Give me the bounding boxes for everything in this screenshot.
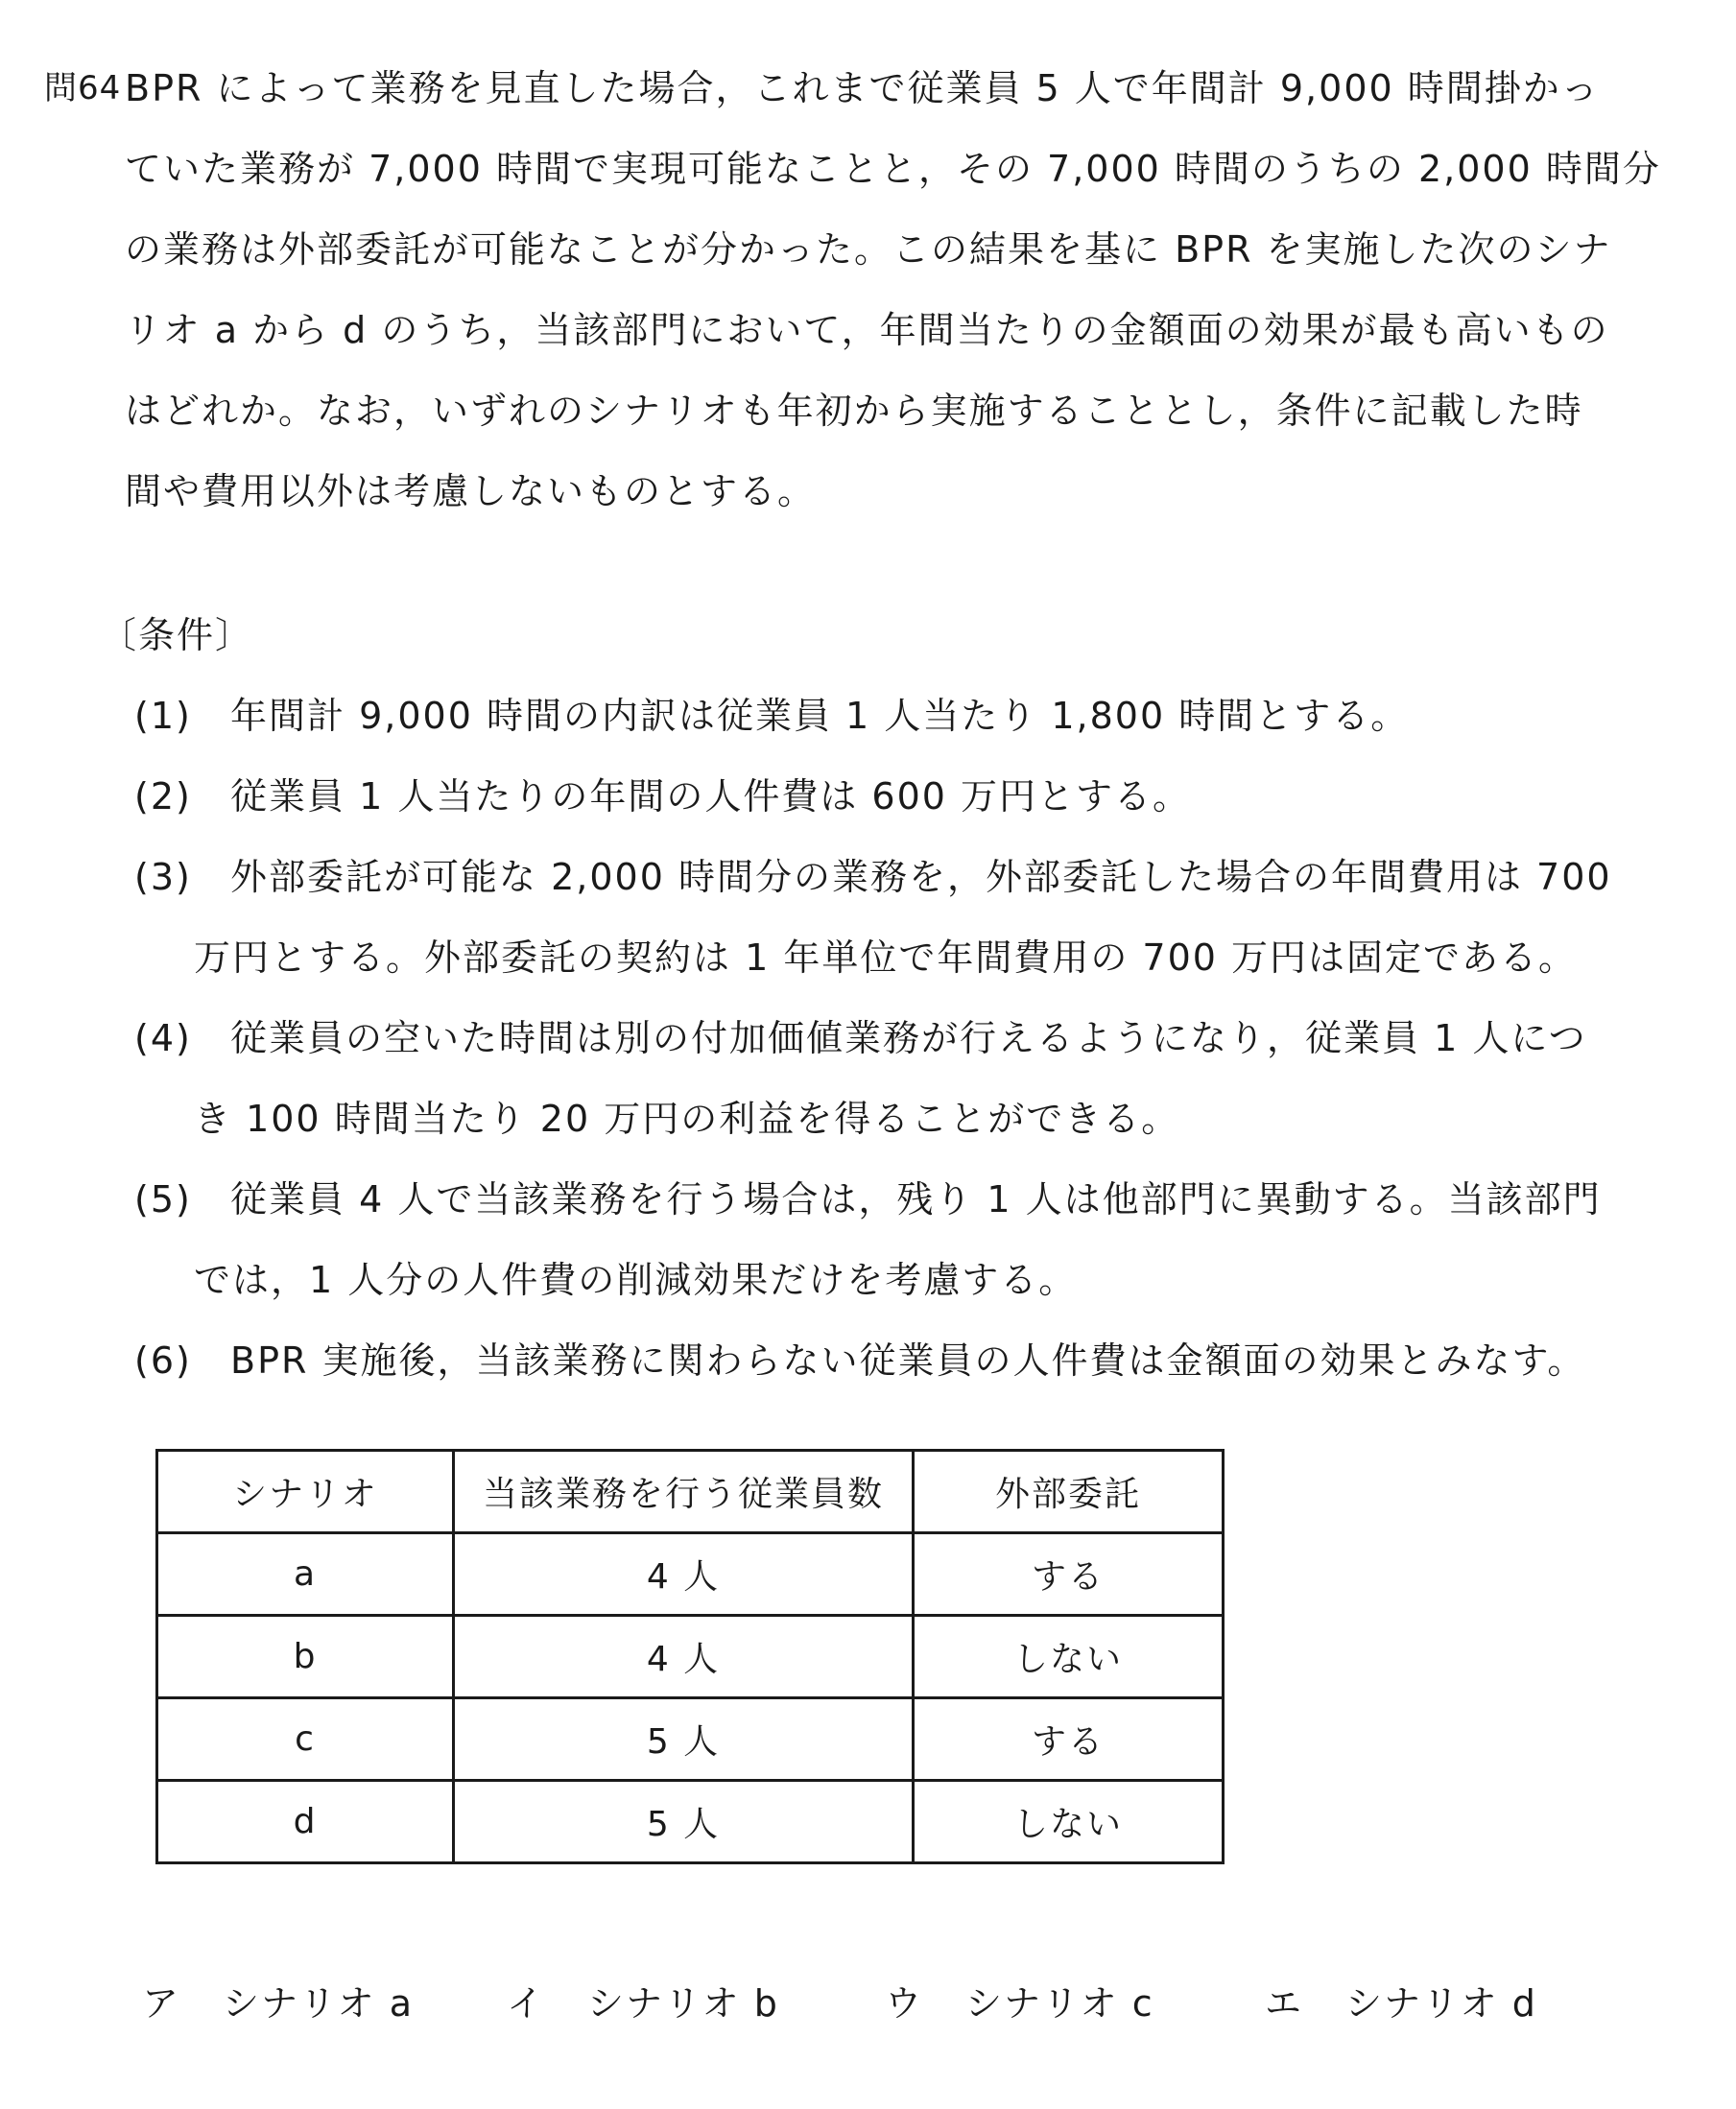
condition-number: (4) bbox=[134, 1017, 192, 1059]
condition-text-continued: では，1 人分の人件費の削減効果だけを考慮する。 bbox=[194, 1259, 1078, 1301]
table-row bbox=[157, 1698, 1224, 1781]
answer-choices bbox=[142, 1963, 1639, 2044]
answer-choice-i[interactable] bbox=[507, 1963, 885, 2044]
condition-number: (5) bbox=[134, 1178, 192, 1220]
condition-text: 従業員 4 人で当該業務を行う場合は，残り 1 人は他部門に異動する。当該部門 bbox=[230, 1178, 1602, 1220]
table-header: 外部委託 bbox=[914, 1451, 1224, 1533]
scenario-table bbox=[155, 1449, 1225, 1864]
choice-text: シナリオ b bbox=[587, 1982, 779, 2025]
condition-item bbox=[134, 675, 1670, 756]
table-row bbox=[157, 1533, 1224, 1616]
condition-number: (2) bbox=[134, 775, 192, 818]
choice-label: イ bbox=[507, 1982, 546, 2025]
condition-text: 従業員 1 人当たりの年間の人件費は 600 万円とする。 bbox=[230, 775, 1192, 818]
table-header: 当該業務を行う従業員数 bbox=[454, 1451, 914, 1533]
table-header-row bbox=[157, 1451, 1224, 1533]
condition-item bbox=[134, 837, 1670, 998]
table-cell: 5 人 bbox=[454, 1698, 914, 1781]
condition-number: (3) bbox=[134, 856, 192, 898]
table-cell: 4 人 bbox=[454, 1616, 914, 1698]
choice-label: エ bbox=[1265, 1982, 1304, 2025]
answer-choice-u[interactable] bbox=[885, 1963, 1265, 2044]
table-cell: する bbox=[914, 1533, 1224, 1616]
question-text bbox=[125, 48, 1661, 532]
table-cell: しない bbox=[914, 1616, 1224, 1698]
question-line: BPR によって業務を見直した場合，これまで従業員 5 人で年間計 9,000 時間掛かっ bbox=[125, 67, 1600, 109]
answer-choice-a[interactable] bbox=[142, 1963, 507, 2044]
choice-label: ア bbox=[142, 1982, 181, 2025]
question-line: はどれか。なお，いずれのシナリオも年初から実施することとし，条件に記載した時 bbox=[125, 390, 1583, 432]
table-cell: 5 人 bbox=[454, 1781, 914, 1863]
table-cell: c bbox=[157, 1698, 454, 1781]
answer-choice-e[interactable] bbox=[1265, 1963, 1610, 2044]
choice-text: シナリオ d bbox=[1345, 1982, 1537, 2025]
condition-item bbox=[134, 756, 1670, 837]
table-header: シナリオ bbox=[157, 1451, 454, 1533]
condition-text-continued: き 100 時間当たり 20 万円の利益を得ることができる。 bbox=[194, 1098, 1180, 1140]
table-cell: する bbox=[914, 1698, 1224, 1781]
table-cell: d bbox=[157, 1781, 454, 1863]
question-line: の業務は外部委託が可能なことが分かった。この結果を基に BPR を実施した次のシナ bbox=[125, 228, 1612, 271]
choice-text: シナリオ c bbox=[965, 1982, 1154, 2025]
condition-text: 年間計 9,000 時間の内訳は従業員 1 人当たり 1,800 時間とする。 bbox=[230, 695, 1410, 737]
question-line: 間や費用以外は考慮しないものとする。 bbox=[125, 470, 817, 512]
table-cell: しない bbox=[914, 1781, 1224, 1863]
condition-item bbox=[134, 1159, 1670, 1320]
condition-number: (6) bbox=[134, 1339, 192, 1382]
condition-text-continued: 万円とする。外部委託の契約は 1 年単位で年間費用の 700 万円は固定である。 bbox=[194, 936, 1578, 979]
choice-label: ウ bbox=[885, 1982, 924, 2025]
condition-text: 外部委託が可能な 2,000 時間分の業務を，外部委託した場合の年間費用は 700 bbox=[230, 856, 1612, 898]
condition-text: BPR 実施後，当該業務に関わらない従業員の人件費は金額面の効果とみなす。 bbox=[230, 1339, 1586, 1382]
condition-item bbox=[134, 998, 1670, 1159]
table-cell: a bbox=[157, 1533, 454, 1616]
conditions-heading: 〔条件〕 bbox=[100, 614, 254, 656]
table-cell: b bbox=[157, 1616, 454, 1698]
condition-number: (1) bbox=[134, 695, 192, 737]
question-number: 問64 bbox=[44, 69, 122, 107]
question-line: リオ a から d のうち，当該部門において，年間当たりの金額面の効果が最も高いもの bbox=[125, 309, 1609, 351]
table-cell: 4 人 bbox=[454, 1533, 914, 1616]
question-line: ていた業務が 7,000 時間で実現可能なことと，その 7,000 時間のうちの 2,000 時間分 bbox=[125, 148, 1661, 190]
choice-text: シナリオ a bbox=[223, 1982, 414, 2025]
table-row bbox=[157, 1616, 1224, 1698]
table-row bbox=[157, 1781, 1224, 1863]
condition-item bbox=[134, 1320, 1670, 1401]
condition-text: 従業員の空いた時間は別の付加価値業務が行えるようになり，従業員 1 人につ bbox=[230, 1017, 1587, 1059]
